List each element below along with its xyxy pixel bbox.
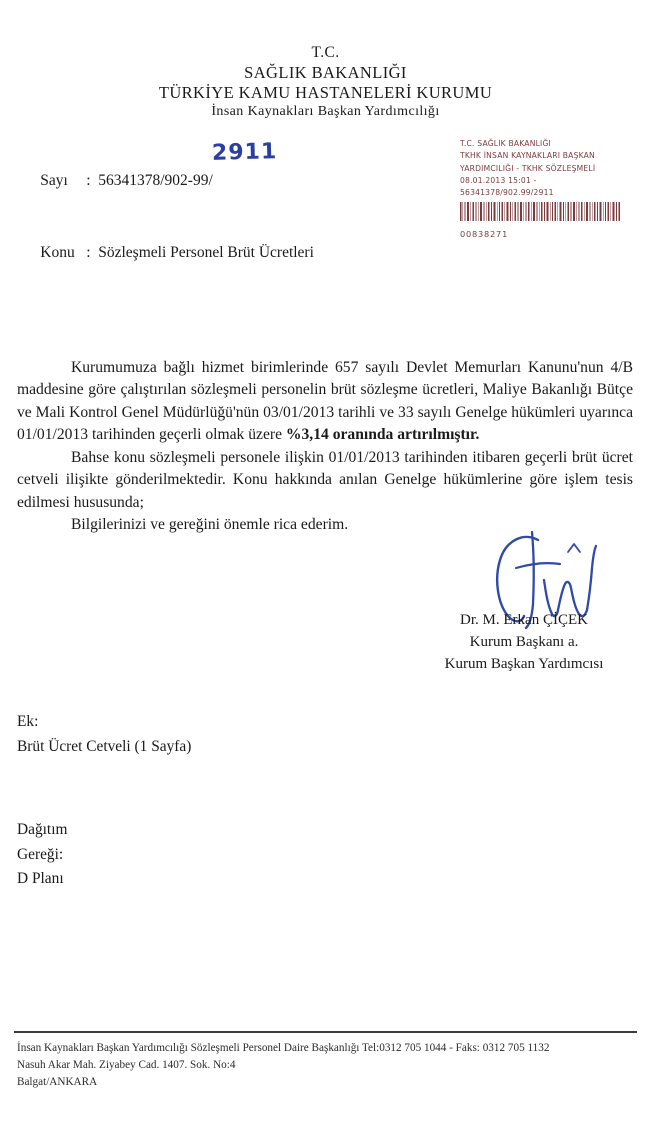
reference-row-konu xyxy=(17,217,314,289)
signature-block xyxy=(400,610,648,675)
body-paragraph-2: Bahse konu sözleşmeli personele ilişkin 01/01/2013 tarihinden itibaren geçerli brüt ücret cetveli ilişikte gönderilmektedir. Konu hakkında anılan Genelge hükümlerine göre işlem tesis edilmesi hususunda; xyxy=(17,448,633,511)
konu-value: Sözleşmeli Personel Brüt Ücretleri xyxy=(98,244,314,262)
stamp-line-3: YARDIMCILIĞI - TKHK SÖZLEŞMELİ xyxy=(460,163,596,173)
barcode-icon xyxy=(460,202,620,221)
attachment-item: Brüt Ücret Cetveli (1 Sayfa) xyxy=(17,737,192,755)
body-paragraph-1-emphasis: %3,14 oranında artırılmıştır. xyxy=(285,426,480,444)
reference-block xyxy=(17,145,314,289)
handwritten-document-number: 2911 xyxy=(211,139,278,166)
body-paragraph-3: Bilgilerinizi ve gereğini önemle rica ederim. xyxy=(71,516,349,534)
distribution-label: Dağıtım xyxy=(17,821,68,838)
attachment-block xyxy=(17,710,191,760)
body-paragraph-1-text: Kurumumuza bağlı hizmet birimlerinde 657 sayılı Devlet Memurları Kanunu'nun 4/B maddesine göre çalıştırılan sözleşmeli personelin brüt sözleşme ücretleri, Maliye Bakanlığı Bütçe ve Mali Kontrol Genel Müdürlüğü'nün 03/01/2013 tarihli ve 33 sayılı Genelge hükümleri uyarınca 01/01/2013 tarihinden geçerli olmak üzere xyxy=(17,359,633,444)
letterhead-line-institution: TÜRKİYE KAMU HASTANELERİ KURUMU xyxy=(158,83,493,103)
letterhead-line-ministry: SAĞLIK BAKANLIĞI xyxy=(244,62,407,82)
letterhead-line-department: İnsan Kaynakları Başkan Yardımcılığı xyxy=(211,104,440,120)
body-paragraph-1 xyxy=(17,357,633,447)
footer-line-contact: İnsan Kaynakları Başkan Yardımcılığı Sözleşmeli Personel Daire Başkanlığı Tel:0312 705 1044 - Faks: 0312 705 1132 xyxy=(17,1042,550,1054)
signatory-name: Dr. M. Erkan ÇİÇEK xyxy=(460,612,588,628)
distribution-subject: Gereği: xyxy=(17,845,64,863)
stamp-line-reference: 56341378/902.99/2911 xyxy=(460,188,554,198)
footer-line-city: Balgat/ANKARA xyxy=(17,1076,98,1089)
signatory-title-2: Kurum Başkan Yardımcısı xyxy=(444,655,604,672)
signatory-title-1: Kurum Başkanı a. xyxy=(469,633,579,650)
attachment-label: Ek: xyxy=(17,713,39,730)
letterhead xyxy=(0,44,651,120)
stamp-line-1: T.C. SAĞLIK BAKANLIĞI xyxy=(460,139,551,148)
distribution-item: D Planı xyxy=(17,870,64,888)
footer-line-address: Nasuh Akar Mah. Ziyabey Cad. 1407. Sok. No:4 xyxy=(17,1059,236,1072)
barcode-number: 00838271 xyxy=(460,228,509,239)
letterhead-line-tc: T.C. xyxy=(311,44,340,61)
konu-separator: : xyxy=(86,244,91,262)
footer-divider xyxy=(14,1031,637,1033)
konu-label: Konu xyxy=(40,244,75,262)
stamp-line-2: TKHK İNSAN KAYNAKLARI BAŞKAN xyxy=(460,151,595,161)
footer-block xyxy=(17,1040,637,1091)
sayi-separator: : xyxy=(86,172,91,190)
sayi-value: 56341378/902-99/ xyxy=(98,172,213,190)
stamp-line-date: 08.01.2013 15:01 - xyxy=(460,175,537,185)
distribution-block xyxy=(17,818,67,892)
letter-body xyxy=(17,357,633,537)
electronic-stamp-block xyxy=(460,138,630,241)
sayi-label: Sayı xyxy=(40,172,68,190)
